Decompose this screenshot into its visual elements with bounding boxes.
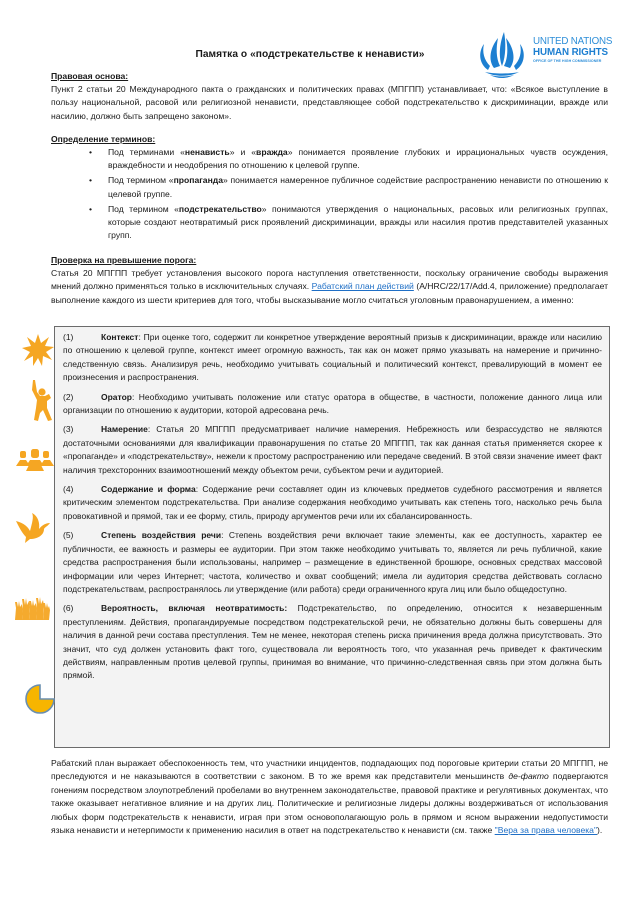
definition-item-hatred: • Под терминами «ненависть» и «вражда» понимается проявление глубоких и иррациональных чувств осуждения, враждебности и неодобрения по отношению к целевой группе. [89,147,608,171]
term-propaganda: пропаганда [173,175,224,186]
definition-item-propaganda: • Под термином «пропаганда» понимается намеренное публичное содействие распространению ненависти по отношению к целевой группе. [89,175,608,199]
group-people-icon [16,449,54,471]
criterion-title: Оратор [101,391,132,402]
criterion-title: Степень воздействия речи [101,530,222,541]
speaker-figure-icon [30,380,54,422]
rabat-plan-link[interactable]: Рабатский план действий [311,281,414,292]
conclusion-text: Рабатский план выражает обеспокоенность тем, что участники инцидентов, подпадающих под пороговые критерии статьи 20 МПГПП, не преследуются и не наказываются в соответствии с законом. В то же время как представители меньшинств де-факто подвергаются гонениям посредством злоупотреблений пробелами во внутреннем законодательстве, правовой практике и регулятивных документах, что также оказывает негативное влияние и на других лиц. Политические и религиозные лидеры должны воздерживаться от использования любых форм подстрекательств к ненависти, играя при этом основополагающую роль в прямом и ясном выражении недопустимости языка ненависти и нетерпимости к применению насилия в ответ на подстрекательство к ненависти (см. также "Вера за права человека"). [51,758,608,836]
definitions-heading: Определение терминов: [51,134,156,144]
dove-icon [16,513,50,543]
pie-chart-icon [24,683,56,715]
criterion-speaker: (2) Оратор: Необходимо учитывать положение или статус оратора в обществе, в частности, положение данного лица или организации по отношению к аудитории, которой адресована речь. [63,391,602,416]
criteria-box [54,326,610,748]
bullet-icon: • [89,147,93,157]
logo-line-united-nations: UNITED NATIONS [533,36,613,47]
criterion-extent: (5) Степень воздействия речи: Степень воздействия речи включает такие элементы, как ее доступность, характер ее публичности, ее важность и размеры ее аудитории. При этом также необходимо учитывать то, является ли речь публичной, какие средства распространения были использованы, например – размещение в единственной брошюре, основных средствах массовой информации или через Интернет; частота, количество и охват сообщений; имела ли аудитория средства действовать согласно подстрекательствам, распространялось ли утверждение (или работа) среди ограниченного круга лиц или было общедоступно. [63,530,602,594]
bullet-icon: • [89,175,93,186]
faith-for-rights-link[interactable]: "Вера за права человека" [494,825,598,836]
criterion-content-form: (4) Содержание и форма: Содержание речи составляет один из ключевых предметов судебного рассмотрения и является критическим элементом подстрекательства. При анализе содержания необходимо учитывать как степень того, насколько речь была провокативной и прямой, так и ее форму, стиль, природу аргументов речи или их сбалансированность. [63,484,602,521]
logo-line-human-rights: HUMAN RIGHTS [533,47,608,58]
starburst-icon [22,334,54,366]
definition-item-incitement: • Под термином «подстрекательство» понимаются утверждения о национальных, расовых или религиозных группах, которые создают неотвратимый риск проявлений дискриминации, вражды или насилия против представителей указанных групп. [89,203,608,241]
bullet-icon: • [89,203,93,214]
term-hatred: ненависть [184,147,230,157]
logo-text [533,36,612,64]
term-enmity: вражда [256,147,288,157]
criterion-title: Контекст [101,332,139,342]
raised-hands-crowd-icon [14,596,50,620]
de-facto-italic: де-факто [508,771,549,782]
criterion-context: (1) Контекст: При оценке того, содержит ли конкретное утверждение вероятный призыв к дискриминации, вражде или насилию по отношению к целевой группе, контекст имеет огромную важность, так как он может прямо указывать на намерение и причинно-следственную связь. Анализируя речь, необходимо учитывать социальный и политический контекст, превалирующий в момент ее произнесения и распространения. [63,332,602,383]
criterion-title: Намерение [101,424,148,435]
definitions-list [51,146,608,243]
legal-basis-heading: Правовая основа: [51,71,129,81]
logo-line-office: OFFICE OF THE HIGH COMMISSIONER [533,59,602,63]
criterion-intent: (3) Намерение: Статья 20 МПГПП предусматривает наличие намерения. Небрежность или безрассудство не являются достаточными основаниями для квалификации правонарушения по статье 20 МПГПП, так как данная статья применяется скорее к «пропаганде» и «подстрекательству», нежели к простому распространению или передаче сведений. В этой связи значение имеет факт наличия трехсторонних взаимоотношений между объектом речи, субъектом речи и аудиторией. [63,424,602,475]
term-incitement: подстрекательство [178,203,262,214]
threshold-section [51,254,608,307]
criterion-likelihood: (6) Вероятность, включая неотвратимость: Подстрекательство, по определению, относится к незавершенным преступлениям. Действия, пропагандируемые посредством подстрекательской речи, не обязательно должны быть совершены для наличия в данной речи состава преступления. Тем не менее, некоторая степень риска причинения вреда должна присутствовать. Это значит, что суд должен установить факт того, существовала ли вероятность того, что указанная речь приведет к фактическим действиям, направленным против целевой группы, принимая во внимание, что причинно-следственная связь при этом должна быть прямой. [63,603,602,681]
page-title: Памятка о «подстрекательстве к ненависти» [195,49,425,60]
threshold-heading: Проверка на превышение порога: [51,255,197,265]
legal-basis-section [51,70,608,123]
threshold-text: Статья 20 МПГПП требует установления высокого порога наступления ответственности, поскольку ограничение свободы выражения мнений должно применяться только в исключительных случаях. Рабатский план действий (A/HRC/22/17/Add.4, приложение) предполагает выполнение каждого из шести критериев для того, чтобы высказывание могло считаться уголовным правонарушением, а именно: [51,268,608,305]
legal-basis-text: Пункт 2 статьи 20 Международного пакта о гражданских и политических правах (МПГПП) устанавливает, что: «Всякое выступление в пользу национальной, расовой или религиозной ненависти, представляющее собой подстрекательство к дискриминации, вражде или насилию, должно быть запрещено законом». [51,84,608,121]
criterion-title: Вероятность, включая неотвратимость: [101,603,288,614]
definitions-section [51,133,608,244]
criterion-title: Содержание и форма [101,484,196,495]
